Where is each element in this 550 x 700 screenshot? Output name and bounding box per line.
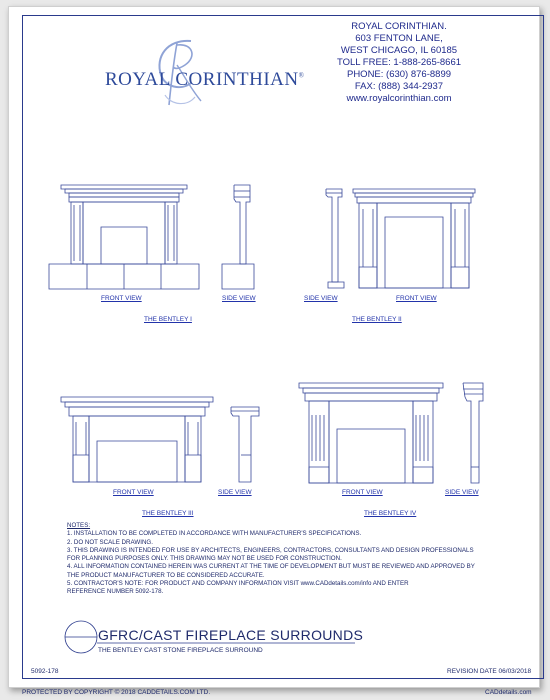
bentley-3-title: THE BENTLEY III — [142, 510, 194, 517]
drawing-title: GFRC/CAST FIREPLACE SURROUNDS — [98, 627, 364, 643]
bentley-1-front-drawing — [39, 179, 214, 297]
reference-number: 5092-178 — [31, 668, 59, 675]
bentley-1-side-drawing — [220, 179, 260, 297]
bentley-3-side-drawing — [229, 395, 269, 487]
notes-heading: NOTES: — [67, 522, 91, 529]
note-line: 1. INSTALLATION TO BE COMPLETED IN ACCORDANCE WITH MANUFACTURER'S SPECIFICATIONS. — [67, 530, 362, 538]
bentley-4-front-drawing — [297, 381, 445, 487]
note-line: FOR PLANNING PURPOSES ONLY. THIS DRAWING MAY NOT BE USED FOR CONSTRUCTION. — [67, 555, 342, 563]
company-info — [309, 21, 489, 105]
bentley-2-side-drawing — [314, 187, 354, 299]
drawing-subtitle: THE BENTLEY CAST STONE FIREPLACE SURROUND — [98, 647, 263, 654]
note-line: REFERENCE NUMBER 5092-178. — [67, 588, 164, 596]
bentley-2-title: THE BENTLEY II — [352, 316, 402, 323]
company-tollfree: TOLL FREE: 1-888-265-8661 — [336, 57, 462, 68]
note-line: 4. ALL INFORMATION CONTAINED HEREIN WAS CURRENT AT THE TIME OF DEVELOPMENT BUT MUST BE REVIEWED AND APPROVED BY — [67, 563, 475, 571]
note-line: 5. CONTRACTOR'S NOTE: FOR PRODUCT AND COMPANY INFORMATION VISIT www.CADdetails.com/info AND ENTER — [67, 580, 409, 588]
company-name: ROYAL CORINTHIAN. — [351, 21, 447, 32]
company-phone: PHONE: (630) 876-8899 — [346, 69, 452, 80]
bentley-3-front-drawing — [59, 395, 219, 487]
drawing-sheet — [8, 6, 540, 688]
revision-date: REVISION DATE 06/03/2018 — [447, 668, 532, 675]
caddetails-link[interactable]: CADdetails.com — [485, 689, 532, 696]
bentley-2-front-caption: FRONT VIEW — [396, 295, 437, 302]
bentley-1-front-caption: FRONT VIEW — [101, 295, 142, 302]
bentley-3-side-caption: SIDE VIEW — [218, 489, 252, 496]
bentley-2-side-caption: SIDE VIEW — [304, 295, 338, 302]
note-line: 2. DO NOT SCALE DRAWING. — [67, 538, 153, 546]
bentley-1-side-caption: SIDE VIEW — [222, 295, 256, 302]
copyright-notice: PROTECTED BY COPYRIGHT © 2018 CADDETAILS.COM LTD. — [22, 689, 211, 696]
note-line: THE PRODUCT MANUFACTURER TO BE CONSIDERED ACCURATE. — [67, 571, 265, 579]
company-fax: FAX: (888) 344-2937 — [354, 81, 444, 92]
bentley-4-front-caption: FRONT VIEW — [342, 489, 383, 496]
company-city: WEST CHICAGO, IL 60185 — [340, 45, 458, 56]
bentley-4-title: THE BENTLEY IV — [364, 510, 417, 517]
bentley-2-front-drawing — [349, 187, 479, 299]
bentley-1-title: THE BENTLEY I — [144, 316, 192, 323]
company-website[interactable]: www.royalcorinthian.com — [346, 93, 452, 104]
logo-wordmark: ROYAL CORINTHIAN® — [105, 69, 305, 90]
bentley-3-front-caption: FRONT VIEW — [113, 489, 154, 496]
bentley-4-side-drawing — [461, 381, 491, 487]
bentley-4-side-caption: SIDE VIEW — [445, 489, 479, 496]
note-line: 3. THIS DRAWING IS INTENDED FOR USE BY ARCHITECTS, ENGINEERS, CONTRACTORS, CONSULTANTS AND DESIGN PROFESSIONALS — [67, 546, 474, 554]
notes-block — [67, 522, 475, 597]
company-street: 603 FENTON LANE, — [355, 33, 443, 44]
